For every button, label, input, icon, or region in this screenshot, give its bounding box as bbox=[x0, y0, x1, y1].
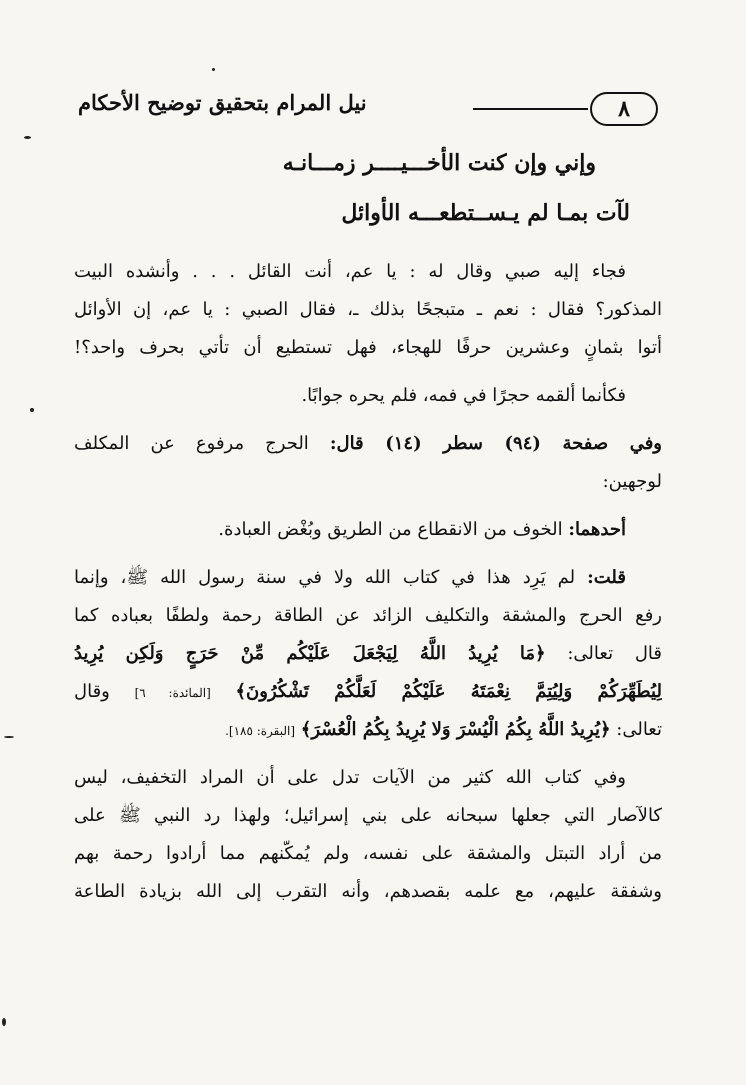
verse-reference: [البقرة: ١٨٥]. bbox=[225, 724, 296, 738]
page-header bbox=[70, 88, 658, 132]
quran-verse: لِيُطَهِّرَكُمْ وَلِيُتِمَّ نِعْمَتَهُ عَلَيْكُمْ لَعَلَّكُمْ تَشْكُرُونَ﴾ bbox=[235, 681, 662, 702]
scan-speck bbox=[212, 68, 215, 71]
paragraph-line: من أراد التبتل والمشقة على نفسه، ولم يُمكّنهم مما أرادوا رحمة بهم bbox=[74, 843, 662, 864]
paragraph-line bbox=[74, 559, 662, 597]
paragraph-text: تعالى: bbox=[616, 719, 662, 740]
paragraph-line: كالآصار التي جعلها سبحانه على بني إسرائيل؛ ولهذا رد النبي ﷺ على bbox=[74, 805, 662, 826]
paragraph-lead: وفي صفحة (٩٤) سطر (١٤) قال: bbox=[329, 433, 662, 454]
paragraph-line: فكأنما ألقمه حجرًا في فمه، فلم يحره جوابًا. bbox=[301, 385, 626, 406]
paragraph-text: الخوف من الانقطاع من الطريق وبُغْض العبادة. bbox=[218, 519, 563, 540]
quran-verse: ﴿مَا يُرِيدُ اللَّهُ لِيَجْعَلَ عَلَيْكُم مِّنْ حَرَجٍ وَلَكِن يُرِيدُ bbox=[74, 643, 546, 664]
paragraph-line bbox=[74, 673, 662, 711]
book-title: نيل المرام بتحقيق توضيح الأحكام bbox=[78, 90, 367, 115]
poem-verse-2: لآت بمـا لم يـســتطعـــه الأوائل bbox=[341, 200, 630, 226]
page-number: ٨ bbox=[590, 92, 658, 126]
paragraph-line: لوجهين: bbox=[602, 471, 662, 492]
scan-speck bbox=[4, 736, 14, 738]
header-rule bbox=[473, 108, 588, 110]
paragraph-line: فجاء إليه صبي وقال له : يا عم، أنت القائل . . . وأنشده البيت bbox=[74, 261, 626, 282]
body-text bbox=[74, 253, 662, 911]
paragraph-line: المذكور؟ فقال : نعم ـ متبجحًا بذلك ـ، فقال الصبي : يا عم، إن الأوائل bbox=[74, 299, 662, 320]
paragraph-line: أتوا بثمانٍ وعشرين حرفًا للهجاء، فهل تستطيع أن تأتي بحرف واحد؟! bbox=[74, 337, 662, 358]
paragraph-text: لم يَرِد هذا في كتاب الله ولا في سنة رسول الله ﷺ، وإنما bbox=[74, 567, 576, 588]
paragraph-text: وقال bbox=[74, 681, 110, 702]
quran-verse: ﴿يُرِيدُ اللَّهُ بِكُمُ الْيُسْرَ وَلا يُرِيدُ بِكُمُ الْعُسْرَ﴾ bbox=[300, 719, 611, 740]
paragraph-lead: أحدهما: bbox=[568, 519, 626, 540]
poem-verse-1: وإني وإن كنت الأخـــيــــر زمـــانـه bbox=[282, 150, 596, 176]
paragraph-line: وفي كتاب الله كثير من الآيات تدل على أن المراد التخفيف، ليس bbox=[74, 767, 626, 788]
paragraph-line bbox=[74, 711, 662, 749]
paragraph-line: وشفقة عليهم، مع علمه بقصدهم، وأنه التقرب إلى الله بزيادة الطاعة bbox=[74, 881, 662, 902]
paragraph-line: رفع الحرج والمشقة والتكليف الزائد عن الطاقة رحمة ولطفًا بعباده كما bbox=[74, 605, 662, 626]
paragraph-line bbox=[74, 511, 662, 549]
scan-speck bbox=[2, 1018, 6, 1026]
scan-speck bbox=[30, 408, 34, 412]
paragraph-text: الحرج مرفوع عن المكلف bbox=[74, 433, 309, 454]
scan-speck bbox=[24, 136, 31, 139]
paragraph-line bbox=[74, 635, 662, 673]
paragraph-line bbox=[74, 425, 662, 463]
paragraph-text: قال تعالى: bbox=[567, 643, 662, 664]
paragraph-lead: قلت: bbox=[587, 567, 626, 588]
verse-reference: [المائدة: ٦] bbox=[134, 686, 211, 700]
